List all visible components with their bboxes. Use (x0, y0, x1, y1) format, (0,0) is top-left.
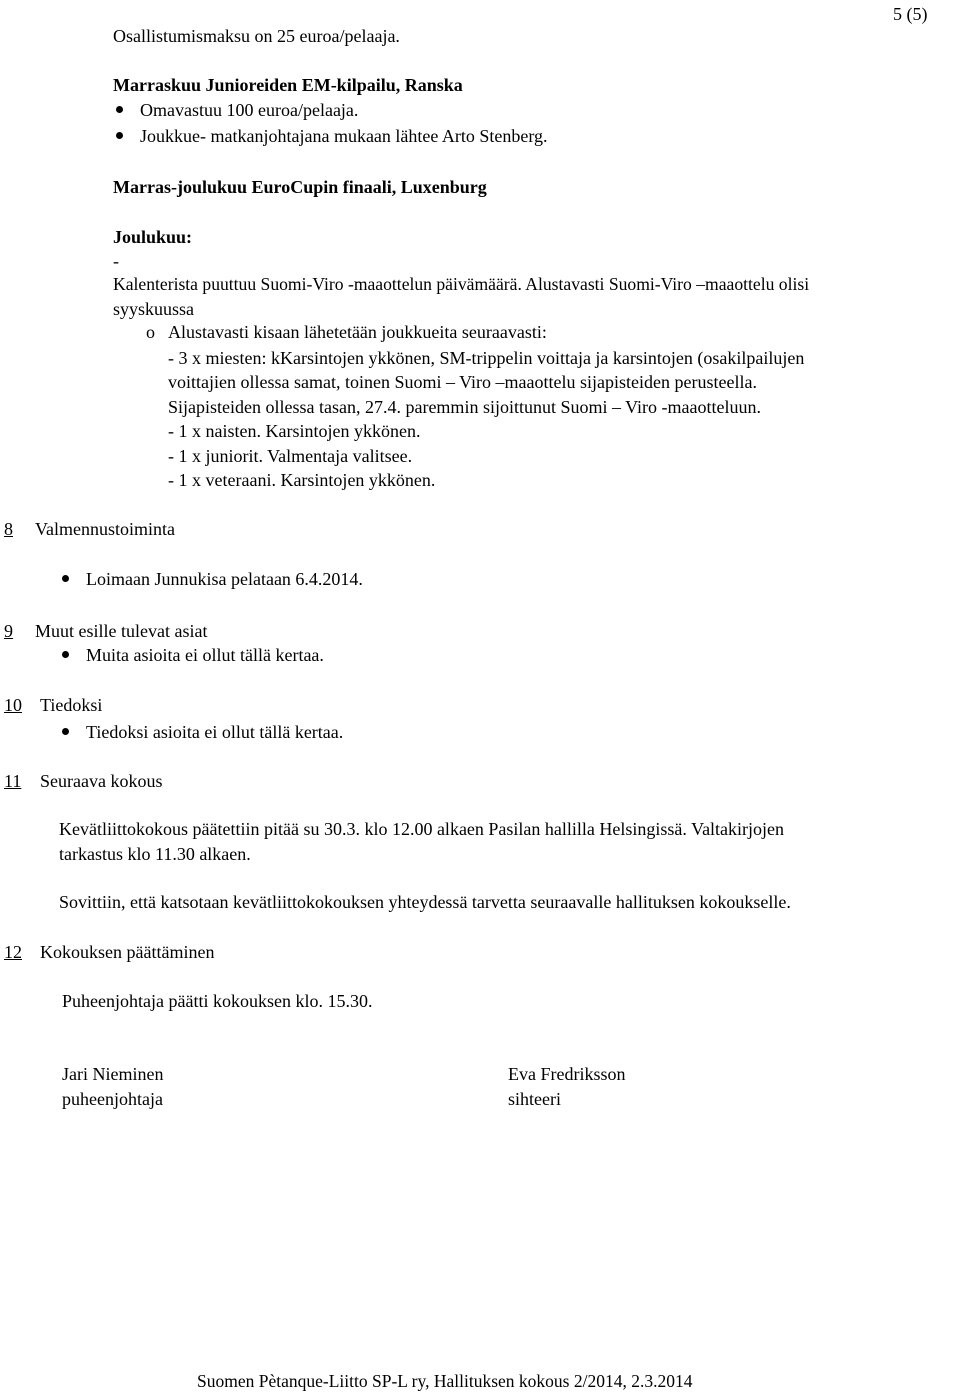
section-10-title: Tiedoksi (40, 695, 103, 715)
section-11-title: Seuraava kokous (40, 771, 163, 791)
bullet-icon (116, 132, 123, 139)
signature-name-2: Eva Fredriksson (508, 1064, 626, 1084)
section-8-item: Loimaan Junnukisa pelataan 6.4.2014. (86, 569, 363, 589)
december-heading: Joulukuu: (113, 227, 193, 247)
section-10-item: Tiedoksi asioita ei ollut tällä kertaa. (86, 722, 344, 742)
section-8-title: Valmennustoiminta (35, 519, 175, 539)
section-9-number: 9 (4, 621, 13, 641)
december-detail-6: - 1 x veteraani. Karsintojen ykkönen. (168, 470, 436, 490)
footer: Suomen Pètanque-Liitto SP-L ry, Hallituksen kokous 2/2014, 2.3.2014 (197, 1371, 693, 1391)
sub-bullet-marker: o (146, 322, 155, 342)
november-heading: Marraskuu Junioreiden EM-kilpailu, Ranska (113, 75, 463, 95)
signature-role-1: puheenjohtaja (62, 1089, 163, 1109)
bullet-icon (62, 651, 69, 658)
section-10-number: 10 (4, 695, 22, 715)
section-11-number: 11 (4, 771, 22, 791)
next-meeting-line-3: Sovittiin, että katsotaan kevätliittokokouksen yhteydessä tarvetta seuraavalle hallituksen kokoukselle. (59, 892, 791, 912)
bullet-icon (62, 728, 69, 735)
section-8-number: 8 (4, 519, 13, 539)
page-number: 5 (5) (893, 4, 928, 24)
december-detail-3: Sijapisteiden ollessa tasan, 27.4. paremmin sijoittunut Suomi – Viro -maaotteluun. (168, 397, 762, 417)
november-bullet-1: Omavastuu 100 euroa/pelaaja. (140, 100, 359, 120)
december-line-2: syyskuussa (113, 299, 195, 319)
fee-line: Osallistumismaksu on 25 euroa/pelaaja. (113, 26, 400, 46)
signature-name-1: Jari Nieminen (62, 1064, 164, 1084)
december-dash: - (113, 251, 119, 271)
signature-role-2: sihteeri (508, 1089, 561, 1109)
december-detail-5: - 1 x juniorit. Valmentaja valitsee. (168, 446, 413, 466)
eurocup-heading: Marras-joulukuu EuroCupin finaali, Luxenburg (113, 177, 487, 197)
section-9-title: Muut esille tulevat asiat (35, 621, 208, 641)
december-line-1: Kalenterista puuttuu Suomi-Viro -maaottelun päivämäärä. Alustavasti Suomi-Viro –maaottelu olisi (113, 274, 810, 294)
section-9-item: Muita asioita ei ollut tällä kertaa. (86, 645, 324, 665)
next-meeting-line-2: tarkastus klo 11.30 alkaen. (59, 844, 251, 864)
december-detail-2: voittajien ollessa samat, toinen Suomi – Viro –maaottelu sijapisteiden perusteella. (168, 372, 757, 392)
section-12-number: 12 (4, 942, 22, 962)
december-detail-4: - 1 x naisten. Karsintojen ykkönen. (168, 421, 421, 441)
closing-statement: Puheenjohtaja päätti kokouksen klo. 15.30. (62, 991, 373, 1011)
section-12-title: Kokouksen päättäminen (40, 942, 215, 962)
december-sub-intro: Alustavasti kisaan lähetetään joukkueita seuraavasti: (168, 322, 547, 342)
bullet-icon (62, 575, 69, 582)
bullet-icon (116, 106, 123, 113)
next-meeting-line-1: Kevätliittokokous päätettiin pitää su 30.3. klo 12.00 alkaen Pasilan hallilla Helsingissä. Valtakirjojen (59, 819, 785, 839)
december-detail-1: - 3 x miesten: kKarsintojen ykkönen, SM-trippelin voittaja ja karsintojen (osakilpailujen (168, 348, 805, 368)
november-bullet-2: Joukkue- matkanjohtajana mukaan lähtee Arto Stenberg. (140, 126, 548, 146)
